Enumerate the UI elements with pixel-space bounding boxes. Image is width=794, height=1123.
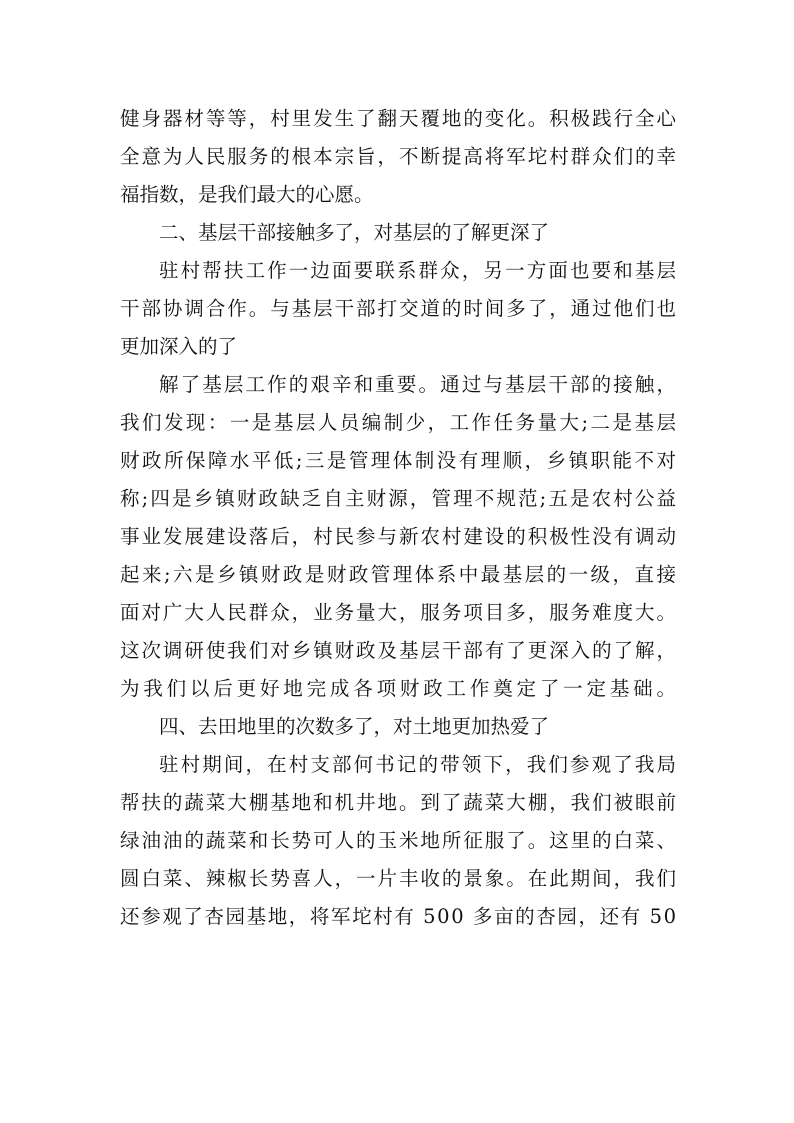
text-line: 圆白菜、辣椒长势喜人，一片丰收的景象。在此期间，我们 <box>120 867 678 890</box>
text-line: 健身器材等等，村里发生了翻天覆地的变化。积极践行全心 <box>120 107 678 130</box>
text-line: 起来;六是乡镇财政是财政管理体系中最基层的一级，直接 <box>120 563 679 586</box>
text-line: 这次调研使我们对乡镇财政及基层干部有了更深入的了解， <box>120 639 678 662</box>
text-line: 更加深入的了 <box>120 335 238 358</box>
text-line: 全意为人民服务的根本宗旨，不断提高将军坨村群众们的幸 <box>120 145 678 168</box>
text-line: 解了基层工作的艰辛和重要。通过与基层干部的接触， <box>159 373 679 396</box>
text-line: 福指数，是我们最大的心愿。 <box>120 183 374 206</box>
text-line: 面对广大人民群众，业务量大，服务项目多，服务难度大。 <box>120 601 678 624</box>
text-line: 还参观了杏园基地，将军坨村有 500 多亩的杏园，还有 50 <box>120 905 678 928</box>
text-line: 干部协调合作。与基层干部打交道的时间多了，通过他们也 <box>120 297 678 320</box>
text-line: 我们发现：一是基层人员编制少，工作任务量大;二是基层 <box>120 411 679 434</box>
text-line: 帮扶的蔬菜大棚基地和机井地。到了蔬菜大棚，我们被眼前 <box>120 791 678 814</box>
text-line: 为我们以后更好地完成各项财政工作奠定了一定基础。 <box>120 677 680 700</box>
text-line: 驻村帮扶工作一边面要联系群众，另一方面也要和基层 <box>159 259 679 282</box>
text-line: 绿油油的蔬菜和长势可人的玉米地所征服了。这里的白菜、 <box>120 829 678 852</box>
text-line: 事业发展建设落后，村民参与新农村建设的积极性没有调动 <box>120 525 678 548</box>
text-line: 二、基层干部接触多了，对基层的了解更深了 <box>159 221 550 244</box>
text-line: 四、去田地里的次数多了，对土地更加热爱了 <box>159 715 550 738</box>
text-line: 驻村期间，在村支部何书记的带领下，我们参观了我局 <box>159 753 679 776</box>
text-line: 财政所保障水平低;三是管理体制没有理顺，乡镇职能不对 <box>120 449 679 472</box>
body-text <box>120 100 680 936</box>
text-line: 称;四是乡镇财政缺乏自主财源，管理不规范;五是农村公益 <box>120 487 679 510</box>
